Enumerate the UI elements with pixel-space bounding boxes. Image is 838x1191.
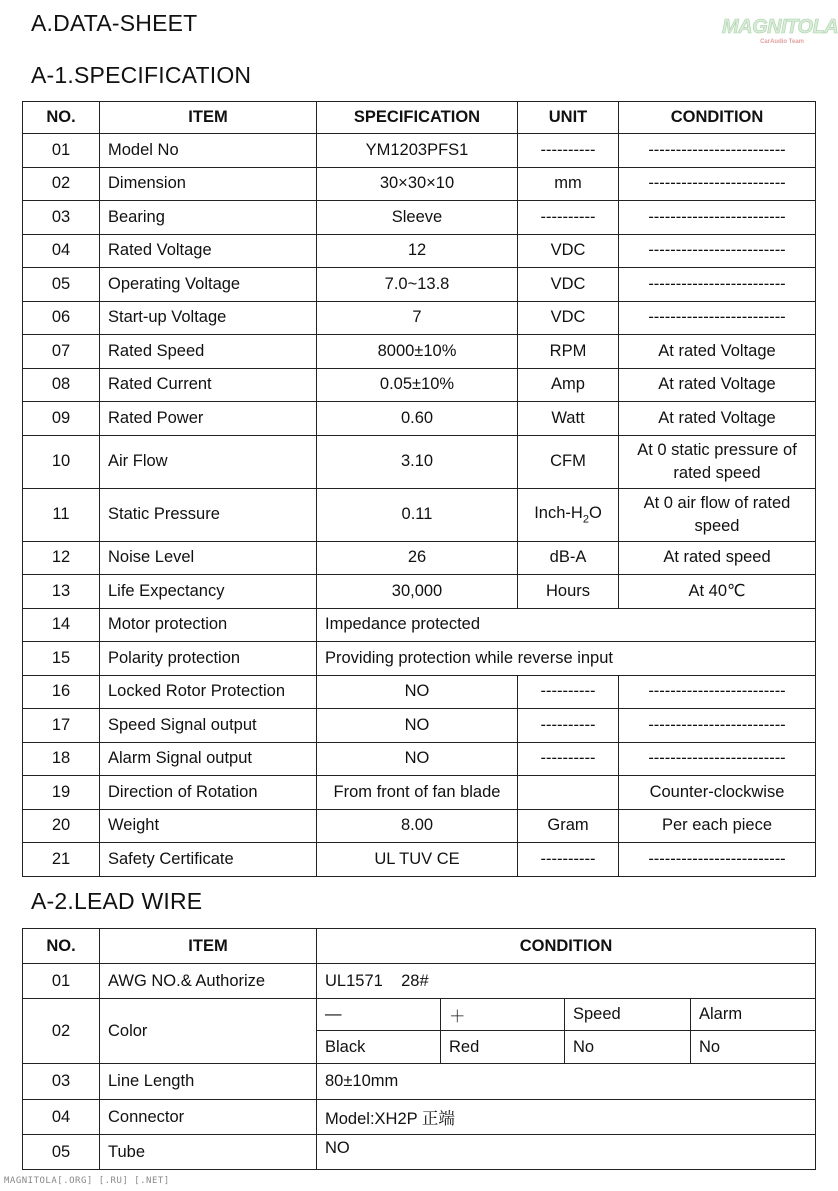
cell-no: 18 xyxy=(23,742,100,776)
table-header-row xyxy=(23,102,816,134)
wire-color-positive: Red xyxy=(441,1031,565,1064)
cell-no: 02 xyxy=(23,999,100,1064)
cell-item: Rated Voltage xyxy=(100,234,317,268)
cell-unit: CFM xyxy=(518,435,619,488)
cell-condition: ------------------------- xyxy=(619,709,816,743)
cell-unit: dB-A xyxy=(518,541,619,575)
cell-condition: ------------------------- xyxy=(619,134,816,168)
section-title-lead-wire: A-2.LEAD WIRE xyxy=(31,888,203,914)
cell-unit: Amp xyxy=(518,368,619,402)
cell-condition: At rated Voltage xyxy=(619,368,816,402)
cell-specification: 0.05±10% xyxy=(317,368,518,402)
cell-item: Speed Signal output xyxy=(100,709,317,743)
table-row xyxy=(23,742,816,776)
magnitola-logo xyxy=(722,16,838,52)
page-title: A.DATA-SHEET xyxy=(31,10,198,36)
wire-head-positive: ＋ xyxy=(441,999,565,1031)
cell-condition: At 40℃ xyxy=(619,575,816,609)
cell-item: Direction of Rotation xyxy=(100,776,317,810)
cell-item: Connector xyxy=(100,1100,317,1135)
cell-no: 04 xyxy=(23,234,100,268)
table-row xyxy=(23,335,816,369)
cell-condition: ------------------------- xyxy=(619,675,816,709)
table-row xyxy=(23,435,816,488)
specification-table xyxy=(22,101,816,877)
table-row xyxy=(23,1064,816,1100)
cell-specification: YM1203PFS1 xyxy=(317,134,518,168)
table-row xyxy=(23,843,816,877)
cell-specification: NO xyxy=(317,742,518,776)
cell-merged-spec: Providing protection while reverse input xyxy=(317,642,816,676)
cell-no: 11 xyxy=(23,488,100,541)
cell-no: 08 xyxy=(23,368,100,402)
footer-watermark: MAGNITOLA[.ORG] [.RU] [.NET] xyxy=(4,1176,170,1186)
cell-item: Start-up Voltage xyxy=(100,301,317,335)
table-row xyxy=(23,268,816,302)
col-header-condition: CONDITION xyxy=(317,929,816,964)
cell-item: Color xyxy=(100,999,317,1064)
cell-item: Safety Certificate xyxy=(100,843,317,877)
wire-head-alarm: Alarm xyxy=(691,999,816,1031)
table-row xyxy=(23,167,816,201)
cell-no: 21 xyxy=(23,843,100,877)
cell-unit: Watt xyxy=(518,402,619,436)
cell-item: Rated Speed xyxy=(100,335,317,369)
cell-no: 07 xyxy=(23,335,100,369)
cell-item: Alarm Signal output xyxy=(100,742,317,776)
col-header-item: ITEM xyxy=(100,929,317,964)
cell-specification: 3.10 xyxy=(317,435,518,488)
logo-name: MAGNITOLA xyxy=(722,16,838,38)
cell-item: Rated Power xyxy=(100,402,317,436)
table-row xyxy=(23,608,816,642)
table-row xyxy=(23,809,816,843)
cell-condition: NO xyxy=(317,1135,816,1170)
wire-color-alarm: No xyxy=(691,1031,816,1064)
wire-color-speed: No xyxy=(565,1031,691,1064)
cell-no: 12 xyxy=(23,541,100,575)
col-header-item: ITEM xyxy=(100,102,317,134)
cell-condition: ------------------------- xyxy=(619,268,816,302)
cell-specification: 12 xyxy=(317,234,518,268)
cell-condition: At rated Voltage xyxy=(619,402,816,436)
cell-condition: At 0 air flow of rated speed xyxy=(619,488,816,541)
table-row xyxy=(23,642,816,676)
cell-unit: ---------- xyxy=(518,709,619,743)
cell-no: 20 xyxy=(23,809,100,843)
cell-item: Polarity protection xyxy=(100,642,317,676)
cell-specification: 30,000 xyxy=(317,575,518,609)
cell-no: 03 xyxy=(23,1064,100,1100)
cell-item: Life Expectancy xyxy=(100,575,317,609)
cell-unit: Hours xyxy=(518,575,619,609)
wire-color-negative: Black xyxy=(317,1031,441,1064)
cell-item: AWG NO.& Authorize xyxy=(100,964,317,999)
cell-no: 10 xyxy=(23,435,100,488)
cell-no: 01 xyxy=(23,134,100,168)
cell-unit: ---------- xyxy=(518,843,619,877)
table-row xyxy=(23,999,816,1031)
cell-unit: RPM xyxy=(518,335,619,369)
cell-unit: VDC xyxy=(518,234,619,268)
cell-item: Air Flow xyxy=(100,435,317,488)
cell-condition: Model:XH2P 正端 xyxy=(317,1100,816,1135)
table-row xyxy=(23,675,816,709)
cell-specification: NO xyxy=(317,709,518,743)
cell-no: 03 xyxy=(23,201,100,235)
cell-merged-spec: Impedance protected xyxy=(317,608,816,642)
cell-no: 19 xyxy=(23,776,100,810)
cell-condition: At rated speed xyxy=(619,541,816,575)
cell-specification: 8.00 xyxy=(317,809,518,843)
cell-condition: 80±10mm xyxy=(317,1064,816,1100)
cell-specification: 26 xyxy=(317,541,518,575)
cell-unit: ---------- xyxy=(518,201,619,235)
cell-condition: At rated Voltage xyxy=(619,335,816,369)
cell-item: Motor protection xyxy=(100,608,317,642)
cell-unit: VDC xyxy=(518,268,619,302)
table-row xyxy=(23,709,816,743)
cell-condition: ------------------------- xyxy=(619,167,816,201)
cell-specification: 0.60 xyxy=(317,402,518,436)
table-row xyxy=(23,776,816,810)
table-row xyxy=(23,1135,816,1170)
cell-specification: From front of fan blade xyxy=(317,776,518,810)
cell-unit: ---------- xyxy=(518,675,619,709)
cell-specification: NO xyxy=(317,675,518,709)
cell-no: 05 xyxy=(23,268,100,302)
cell-no: 09 xyxy=(23,402,100,436)
table-row xyxy=(23,368,816,402)
table-row xyxy=(23,488,816,541)
cell-unit xyxy=(518,776,619,810)
logo-subtitle: CarAudio Team xyxy=(760,39,804,45)
cell-condition: Counter-clockwise xyxy=(619,776,816,810)
cell-no: 02 xyxy=(23,167,100,201)
table-header-row xyxy=(23,929,816,964)
col-header-no: NO. xyxy=(23,102,100,134)
cell-item: Locked Rotor Protection xyxy=(100,675,317,709)
cell-no: 04 xyxy=(23,1100,100,1135)
table-row xyxy=(23,1100,816,1135)
cell-item: Static Pressure xyxy=(100,488,317,541)
cell-condition: ------------------------- xyxy=(619,742,816,776)
table-row xyxy=(23,201,816,235)
cell-no: 16 xyxy=(23,675,100,709)
section-title-specification: A-1.SPECIFICATION xyxy=(31,62,252,88)
col-header-condition: CONDITION xyxy=(619,102,816,134)
cell-unit: mm xyxy=(518,167,619,201)
cell-no: 06 xyxy=(23,301,100,335)
table-row xyxy=(23,301,816,335)
cell-no: 14 xyxy=(23,608,100,642)
col-header-unit: UNIT xyxy=(518,102,619,134)
cell-item: Tube xyxy=(100,1135,317,1170)
cell-condition: At 0 static pressure of rated speed xyxy=(619,435,816,488)
cell-condition: Per each piece xyxy=(619,809,816,843)
lead-wire-table xyxy=(22,928,816,1170)
cell-specification: 7 xyxy=(317,301,518,335)
cell-item: Bearing xyxy=(100,201,317,235)
cell-item: Noise Level xyxy=(100,541,317,575)
cell-unit: Inch-$H_2O$ xyxy=(518,488,619,541)
table-row xyxy=(23,402,816,436)
table-row xyxy=(23,234,816,268)
cell-item: Dimension xyxy=(100,167,317,201)
cell-specification: 0.11 xyxy=(317,488,518,541)
cell-specification: 7.0~13.8 xyxy=(317,268,518,302)
cell-unit: ---------- xyxy=(518,134,619,168)
cell-item: Rated Current xyxy=(100,368,317,402)
cell-specification: 8000±10% xyxy=(317,335,518,369)
cell-specification: 30×30×10 xyxy=(317,167,518,201)
cell-no: 17 xyxy=(23,709,100,743)
cell-condition: ------------------------- xyxy=(619,301,816,335)
cell-no: 01 xyxy=(23,964,100,999)
table-row xyxy=(23,964,816,999)
wire-head-speed: Speed xyxy=(565,999,691,1031)
cell-condition: ------------------------- xyxy=(619,201,816,235)
table-row xyxy=(23,575,816,609)
table-row xyxy=(23,134,816,168)
col-header-specification: SPECIFICATION xyxy=(317,102,518,134)
cell-condition: ------------------------- xyxy=(619,234,816,268)
cell-unit: ---------- xyxy=(518,742,619,776)
cell-specification: UL TUV CE xyxy=(317,843,518,877)
cell-condition: ------------------------- xyxy=(619,843,816,877)
cell-specification: Sleeve xyxy=(317,201,518,235)
cell-item: Line Length xyxy=(100,1064,317,1100)
cell-no: 05 xyxy=(23,1135,100,1170)
cell-no: 15 xyxy=(23,642,100,676)
cell-unit: VDC xyxy=(518,301,619,335)
table-row xyxy=(23,541,816,575)
specification-table-body xyxy=(23,102,816,877)
cell-no: 13 xyxy=(23,575,100,609)
cell-item: Operating Voltage xyxy=(100,268,317,302)
col-header-no: NO. xyxy=(23,929,100,964)
wire-head-negative: — xyxy=(317,999,441,1031)
cell-unit: Gram xyxy=(518,809,619,843)
cell-item: Weight xyxy=(100,809,317,843)
cell-item: Model No xyxy=(100,134,317,168)
cell-condition: UL1571 28# xyxy=(317,964,816,999)
